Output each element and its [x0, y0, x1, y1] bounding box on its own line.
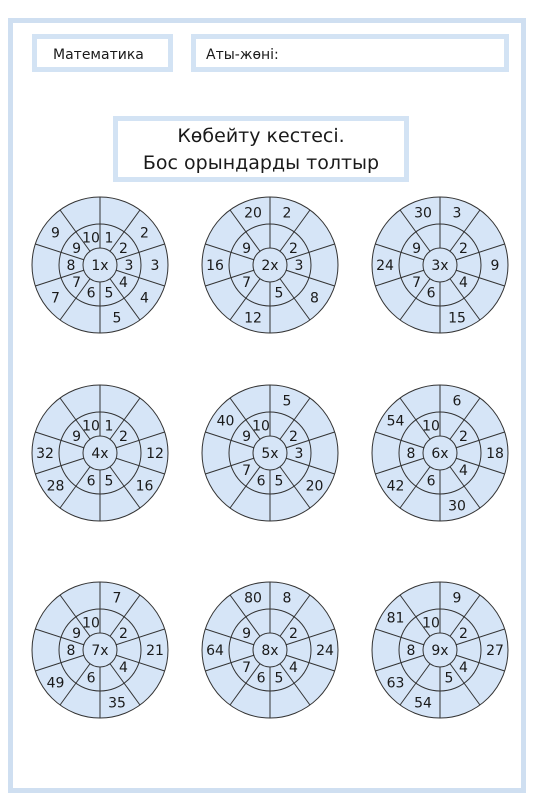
wheel-7: [32, 582, 168, 718]
inner-cell-2: 2: [459, 428, 468, 445]
outer-cell-3: 21: [146, 643, 164, 659]
wheel-center-label: 2x: [261, 258, 279, 274]
outer-cell-3: 24: [316, 643, 334, 659]
inner-cell-9: 9: [412, 240, 421, 257]
outer-cell-7: 49: [46, 675, 65, 692]
wheel-center-label: 7x: [91, 643, 109, 659]
inner-cell-1: 1: [104, 230, 114, 247]
inner-cell-10: 10: [82, 418, 100, 435]
outer-cell-1: 6: [452, 393, 462, 410]
inner-cell-4: 4: [289, 660, 298, 677]
inner-cell-8: 8: [66, 258, 76, 274]
inner-cell-7: 7: [242, 463, 251, 480]
outer-cell-8: 32: [36, 446, 54, 462]
wheel-center-label: 4x: [91, 446, 109, 462]
inner-cell-4: 4: [119, 275, 128, 292]
inner-cell-10: 10: [252, 418, 270, 435]
outer-cell-1: 5: [282, 393, 292, 410]
subject-label: Математика: [53, 47, 144, 63]
wheel-6: [372, 385, 508, 521]
outer-cell-4: 4: [140, 290, 149, 307]
inner-cell-5: 5: [274, 670, 284, 687]
outer-cell-3: 3: [150, 258, 160, 274]
outer-cell-1: 2: [282, 205, 292, 222]
inner-cell-10: 10: [82, 230, 100, 247]
wheel-3: [372, 197, 508, 333]
inner-cell-9: 9: [72, 625, 81, 642]
inner-cell-3: 3: [124, 258, 134, 274]
outer-cell-5: 5: [112, 310, 122, 327]
outer-cell-3: 9: [490, 258, 500, 274]
inner-cell-4: 4: [119, 660, 128, 677]
inner-cell-2: 2: [459, 240, 468, 257]
wheel-8: [202, 582, 338, 718]
wheel-center-label: 5x: [261, 446, 279, 462]
outer-cell-1: 9: [452, 590, 462, 607]
outer-cell-1: 3: [452, 205, 462, 222]
inner-cell-6: 6: [426, 285, 436, 302]
inner-cell-9: 9: [72, 240, 81, 257]
inner-cell-2: 2: [289, 428, 298, 445]
outer-cell-4: 8: [310, 290, 319, 307]
wheel-9: [372, 582, 508, 718]
outer-cell-5: 30: [448, 498, 466, 515]
inner-cell-4: 4: [459, 275, 468, 292]
inner-cell-2: 2: [119, 428, 128, 445]
inner-cell-2: 2: [289, 240, 298, 257]
outer-cell-5: 35: [108, 695, 126, 712]
outer-cell-3: 27: [486, 643, 504, 659]
outer-cell-8: 16: [206, 258, 224, 274]
outer-cell-9: 9: [51, 225, 60, 242]
inner-cell-8: 8: [406, 446, 416, 462]
wheel-4: [32, 385, 168, 521]
inner-cell-2: 2: [119, 240, 128, 257]
outer-cell-3: 18: [486, 446, 504, 462]
outer-cell-7: 28: [46, 478, 65, 495]
inner-cell-6: 6: [86, 473, 96, 490]
inner-cell-4: 4: [459, 660, 468, 677]
outer-cell-9: 81: [386, 610, 405, 627]
wheel-5: [202, 385, 338, 521]
inner-cell-8: 8: [406, 643, 416, 659]
outer-cell-8: 24: [376, 258, 394, 274]
inner-cell-5: 5: [104, 285, 114, 302]
inner-cell-5: 5: [274, 285, 284, 302]
outer-cell-7: 7: [51, 290, 60, 307]
inner-cell-7: 7: [242, 275, 251, 292]
inner-cell-9: 9: [242, 625, 251, 642]
inner-cell-6: 6: [256, 473, 266, 490]
inner-cell-9: 9: [242, 428, 251, 445]
outer-cell-4: 16: [135, 478, 154, 495]
wheel-center-label: 8x: [261, 643, 279, 659]
inner-cell-8: 8: [66, 643, 76, 659]
inner-cell-6: 6: [256, 670, 266, 687]
inner-cell-6: 6: [86, 285, 96, 302]
wheel-2: [202, 197, 338, 333]
title-line-1: Көбейту кестесі.: [177, 125, 345, 147]
inner-cell-7: 7: [412, 275, 421, 292]
inner-cell-7: 7: [242, 660, 251, 677]
inner-cell-5: 5: [444, 670, 454, 687]
wheel-1: [32, 197, 168, 333]
inner-cell-2: 2: [459, 625, 468, 642]
inner-cell-7: 7: [72, 275, 81, 292]
wheel-center-label: 6x: [431, 446, 449, 462]
inner-cell-10: 10: [82, 615, 100, 632]
inner-cell-5: 5: [274, 473, 284, 490]
outer-cell-7: 42: [386, 478, 405, 495]
inner-cell-9: 9: [72, 428, 81, 445]
outer-cell-1: 7: [112, 590, 122, 607]
inner-cell-2: 2: [119, 625, 128, 642]
inner-cell-10: 10: [422, 615, 440, 632]
inner-cell-9: 9: [242, 240, 251, 257]
inner-cell-6: 6: [86, 670, 96, 687]
outer-cell-6: 12: [244, 310, 262, 327]
name-label: Аты-жөні:: [206, 47, 279, 63]
outer-cell-10: 30: [414, 205, 432, 222]
inner-cell-3: 3: [294, 258, 304, 274]
outer-cell-4: 20: [305, 478, 324, 495]
outer-cell-7: 63: [386, 675, 405, 692]
wheel-center-label: 1x: [91, 258, 109, 274]
inner-cell-4: 4: [459, 463, 468, 480]
outer-cell-9: 54: [386, 413, 405, 430]
outer-cell-9: 40: [216, 413, 235, 430]
inner-cell-10: 10: [422, 418, 440, 435]
inner-cell-2: 2: [289, 625, 298, 642]
outer-cell-1: 8: [282, 590, 292, 607]
outer-cell-3: 12: [146, 446, 164, 462]
wheel-center-label: 9x: [431, 643, 449, 659]
outer-cell-2: 2: [140, 225, 149, 242]
outer-cell-5: 15: [448, 310, 466, 327]
inner-cell-5: 5: [104, 473, 114, 490]
outer-cell-6: 54: [414, 695, 432, 712]
outer-cell-10: 80: [244, 590, 262, 607]
inner-cell-1: 1: [104, 418, 114, 435]
outer-cell-8: 64: [206, 643, 224, 659]
title-line-2: Бос орындарды толтыр: [142, 152, 380, 174]
inner-cell-3: 3: [294, 446, 304, 462]
inner-cell-6: 6: [426, 473, 436, 490]
wheel-center-label: 3x: [431, 258, 449, 274]
outer-cell-10: 20: [244, 205, 262, 222]
